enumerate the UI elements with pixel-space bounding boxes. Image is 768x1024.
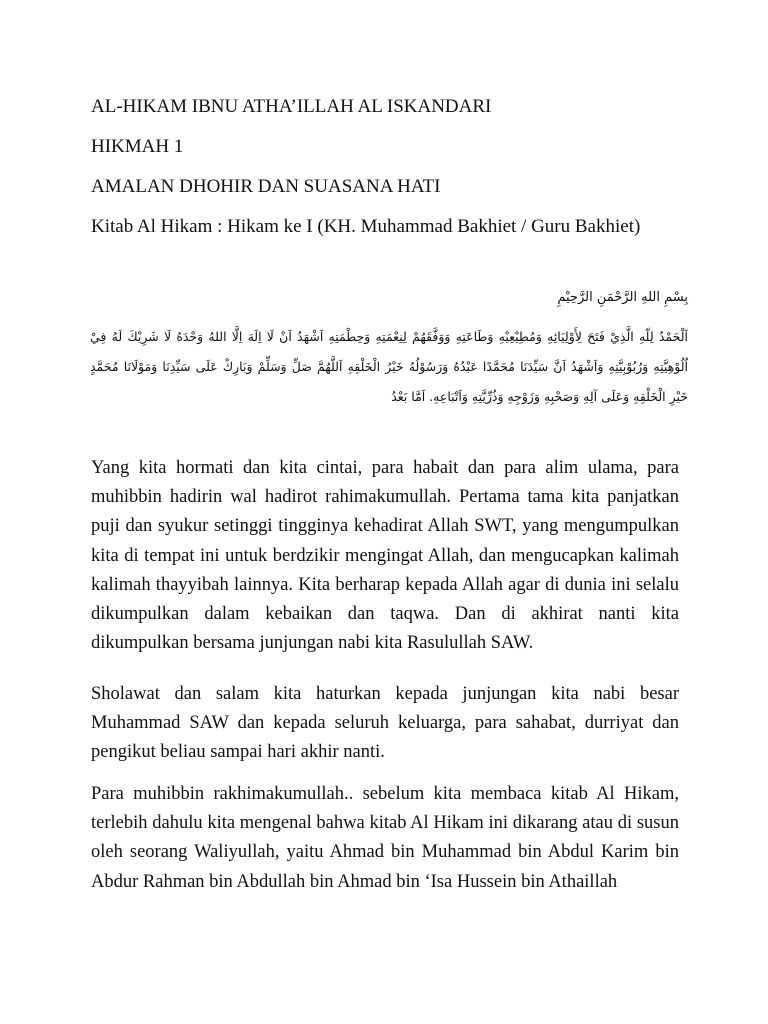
body-paragraph-sholawat: Sholawat dan salam kita haturkan kepada junjungan kita nabi besar Muhammad SAW dan kepada seluruh keluarga, para sahabat, durriyat dan pengikut beliau sampai hari akhir nanti. [91, 684, 679, 763]
hikmah-number: HIKMAH 1 [91, 136, 184, 157]
basmalah: بِسْمِ اللهِ الرَّحْمَنِ الرَّحِيْمِ [557, 290, 688, 305]
document-subtitle: AMALAN DHOHIR DAN SUASANA HATI [91, 176, 441, 197]
body-paragraph-author: Para muhibbin rakhimakumullah.. sebelum kita membaca kitab Al Hikam, terlebih dahulu kita mengenal bahwa kitab Al Hikam ini dikarang atau di susun oleh seorang Waliyullah, yaitu Ahmad bin Muhammad bin Abdul Karim bin Abdur Rahman bin Abdullah bin Ahmad bin ‘Isa Hussein bin Athaillah [91, 784, 679, 892]
arabic-opening-prayer: اَلْحَمْدُ لِلّهِ الَّذِيْ فَتَحَ لِأَوْلِيَائِهِ وَمُطِيْعِيْهِ وَطَاعَتِهِ وَوَفَّقَهُمْ لِنِعْمَتِهِ وَحِطْمَتِهِ اَشْهَدُ اَنْ لَا اِلَهَ اِلَّا اللهُ وَحْدَهُ لَا شَرِيْكَ لَهُ فِيْ اُلُوْهِيَّتِهِ وَرُبُوْبِيَّتِهِ وَاَشْهَدُ اَنَّ سَيِّدَنَا مُحَمَّدًا عَبْدُهُ وَرَسُوْلُهُ خَيْرُ الْخَلْقِهِ اَللَّهُمَّ صَلِّ وَسَلِّمْ وَبَارِكْ عَلَى سَيِّدِنَا وَمَوْلَانَا مُحَمَّدٍ خَيْرِ الْخَلْقِهِ وَعَلَى آلِهِ وَصَحْبِهِ وَزَوْجِهِ وَذُرِّيَّتِهِ وَاَتْبَاعِهِ. اَمَّا بَعْدُ [90, 329, 688, 404]
document-title: AL-HIKAM IBNU ATHA’ILLAH AL ISKANDARI [91, 96, 492, 117]
kitab-line: Kitab Al Hikam : Hikam ke I (KH. Muhammad Bakhiet / Guru Bakhiet) [91, 216, 641, 237]
body-paragraph-opening: Yang kita hormati dan kita cintai, para habait dan para alim ulama, para muhibbin hadirin wal hadirot rahimakumullah. Pertama tama kita panjatkan puji dan syukur setinggi tingginya kehadirat Allah SWT, yang mengumpulkan kita di tempat ini untuk berdzikir mengingat Allah, dan mengucapkan kalimah kalimah thayyibah lainnya. Kita berharap kepada Allah agar di dunia ini selalu dikumpulkan dalam kebaikan dan taqwa. Dan di akhirat nanti kita dikumpulkan bersama junjungan nabi kita Rasulullah SAW. [91, 458, 679, 654]
